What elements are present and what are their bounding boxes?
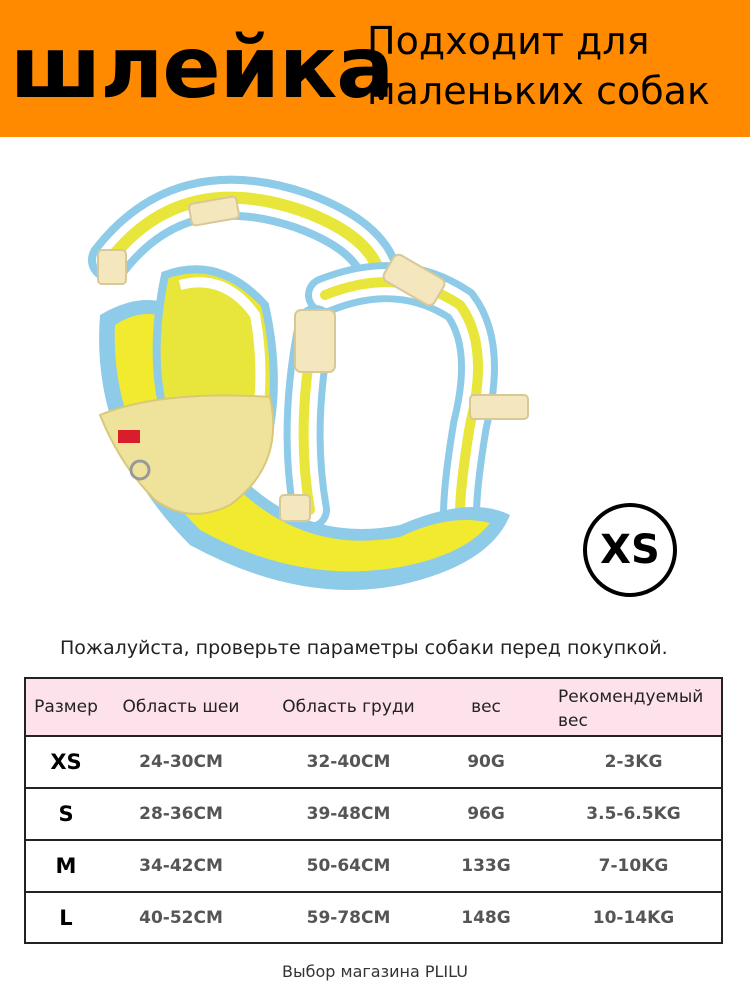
- brand-tag-icon: [118, 430, 140, 443]
- header-size: Размер: [34, 697, 98, 717]
- cell-size: XS: [50, 750, 82, 774]
- banner-title: шлейка: [10, 18, 394, 118]
- cell-chest: 32-40CM: [306, 752, 391, 772]
- strap-slider-icon: [98, 250, 126, 284]
- size-table: [24, 677, 723, 944]
- strap-slider-icon: [280, 495, 310, 521]
- table-row: [26, 893, 721, 942]
- header-neck: Область шеи: [122, 697, 240, 717]
- cell-size: L: [59, 905, 73, 930]
- cell-weight: 90G: [467, 752, 505, 772]
- cell-neck: 28-36CM: [139, 804, 223, 824]
- table-row: [26, 789, 721, 841]
- cell-size: M: [55, 854, 77, 878]
- cell-recommended-weight: 7-10KG: [598, 856, 669, 876]
- side-buckle-icon: [295, 310, 335, 372]
- banner-subtitle-line-1: Подходит для: [367, 19, 650, 63]
- cell-size: S: [58, 802, 74, 826]
- header-chest: Область груди: [282, 697, 415, 717]
- harness-back-strap: [110, 198, 380, 275]
- strap-slider-icon: [470, 395, 528, 419]
- cell-weight: 96G: [467, 804, 505, 824]
- table-row: [26, 737, 721, 789]
- banner-subtitle: [367, 16, 747, 116]
- cell-chest: 50-64CM: [306, 856, 391, 876]
- cell-chest: 59-78CM: [306, 907, 391, 928]
- cell-recommended-weight: 3.5-6.5KG: [586, 804, 681, 824]
- notice-text: Пожалуйста, проверьте параметры собаки перед покупкой.: [60, 637, 668, 659]
- harness-right-strap: [325, 282, 478, 515]
- table-header-row: [26, 679, 721, 737]
- size-badge: XS: [583, 503, 677, 597]
- header-recommended-weight: Рекомендуемый вес: [558, 687, 704, 731]
- cell-neck: 24-30CM: [139, 752, 223, 772]
- cell-recommended-weight: 2-3KG: [604, 752, 663, 772]
- banner-subtitle-line-2: маленьких собак: [367, 69, 710, 113]
- cell-neck: 40-52CM: [139, 907, 223, 928]
- store-footer: Выбор магазина PLILU: [282, 962, 468, 981]
- cell-chest: 39-48CM: [306, 804, 391, 824]
- dog-harness-image: [70, 165, 570, 625]
- cell-recommended-weight: 10-14KG: [592, 907, 675, 928]
- table-row: [26, 841, 721, 893]
- header-weight: вес: [471, 697, 501, 717]
- title-banner: [0, 0, 750, 137]
- cell-neck: 34-42CM: [139, 856, 223, 876]
- cell-weight: 148G: [461, 907, 511, 928]
- cell-weight: 133G: [461, 856, 511, 876]
